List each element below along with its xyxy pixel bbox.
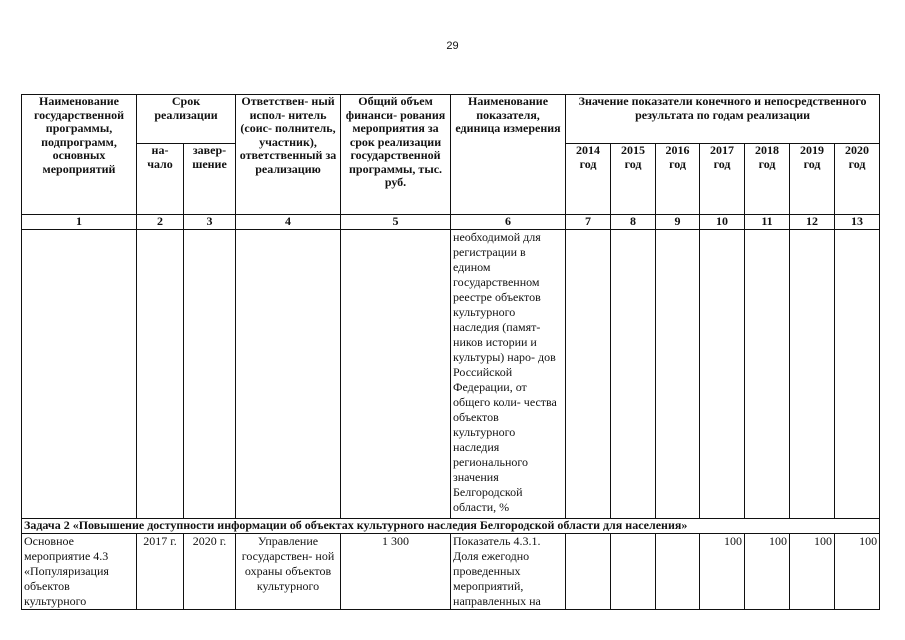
- activity-value: 100: [745, 534, 790, 610]
- activity-indicator: Показатель 4.3.1. Доля ежегодно проведенных мероприятий, направленных на: [451, 534, 566, 610]
- header-values-title: Значение показатели конечного и непосредственного результата по годам реализации: [566, 95, 880, 144]
- activity-value: 100: [700, 534, 745, 610]
- page-number: 29: [446, 40, 459, 52]
- column-number: 1: [22, 215, 137, 230]
- empty-cell: [656, 230, 700, 519]
- activity-value: [566, 534, 611, 610]
- empty-cell: [835, 230, 880, 519]
- activity-row: [22, 534, 880, 610]
- activity-financing: 1 300: [341, 534, 451, 610]
- empty-cell: [700, 230, 745, 519]
- activity-value: [656, 534, 700, 610]
- activity-end: 2020 г.: [184, 534, 236, 610]
- empty-cell: [184, 230, 236, 519]
- continuation-row: [22, 230, 880, 519]
- column-number: 13: [835, 215, 880, 230]
- program-table: [21, 94, 880, 610]
- header-year: 2017 год: [700, 144, 745, 215]
- header-year: 2018 год: [745, 144, 790, 215]
- column-number: 11: [745, 215, 790, 230]
- empty-cell: [22, 230, 137, 519]
- header-financing: Общий объем финанси- рования мероприятия за срок реализации государственной программы, тыс. руб.: [341, 95, 451, 215]
- activity-value: 100: [790, 534, 835, 610]
- activity-start: 2017 г.: [137, 534, 184, 610]
- column-number: 3: [184, 215, 236, 230]
- empty-cell: [790, 230, 835, 519]
- header-row-1: [22, 95, 880, 144]
- column-number: 10: [700, 215, 745, 230]
- activity-value: [611, 534, 656, 610]
- header-responsible: Ответствен- ный испол- нитель (соис- полнитель, участник), ответственный за реализацию: [236, 95, 341, 215]
- header-year: 2019 год: [790, 144, 835, 215]
- header-name: Наименование государственной программы, подпрограмм, основных мероприятий: [22, 95, 137, 215]
- empty-cell: [341, 230, 451, 519]
- activity-value: 100: [835, 534, 880, 610]
- task-title: Задача 2 «Повышение доступности информации об объектах культурного наследия Белгородской области для населения»: [22, 519, 880, 534]
- column-number: 2: [137, 215, 184, 230]
- column-number: 6: [451, 215, 566, 230]
- header-year: 2014 год: [566, 144, 611, 215]
- column-number: 12: [790, 215, 835, 230]
- activity-name: Основное мероприятие 4.3 «Популяризация объектов культурного: [22, 534, 137, 610]
- header-term-end: завер- шение: [184, 144, 236, 215]
- header-year: 2015 год: [611, 144, 656, 215]
- activity-responsible: Управление государствен- ной охраны объектов культурного: [236, 534, 341, 610]
- column-number: 4: [236, 215, 341, 230]
- header-term-start: на- чало: [137, 144, 184, 215]
- empty-cell: [566, 230, 611, 519]
- column-number: 9: [656, 215, 700, 230]
- empty-cell: [745, 230, 790, 519]
- column-number: 7: [566, 215, 611, 230]
- task-row: [22, 519, 880, 534]
- indicator-continuation-text: необходимой для регистрации в едином государственном реестре объектов культурного наследия (памят- ников истории и культуры) наро- дов Российской Федерации, от общего коли- чества объектов культурного наследия регионального значения Белгородской области, %: [451, 230, 566, 519]
- empty-cell: [137, 230, 184, 519]
- empty-cell: [611, 230, 656, 519]
- empty-cell: [236, 230, 341, 519]
- header-year: 2016 год: [656, 144, 700, 215]
- header-year: 2020 год: [835, 144, 880, 215]
- column-number: 8: [611, 215, 656, 230]
- header-term: Срок реализации: [137, 95, 236, 144]
- column-number: 5: [341, 215, 451, 230]
- header-indicator: Наименование показателя, единица измерения: [451, 95, 566, 215]
- column-number-row: [22, 215, 880, 230]
